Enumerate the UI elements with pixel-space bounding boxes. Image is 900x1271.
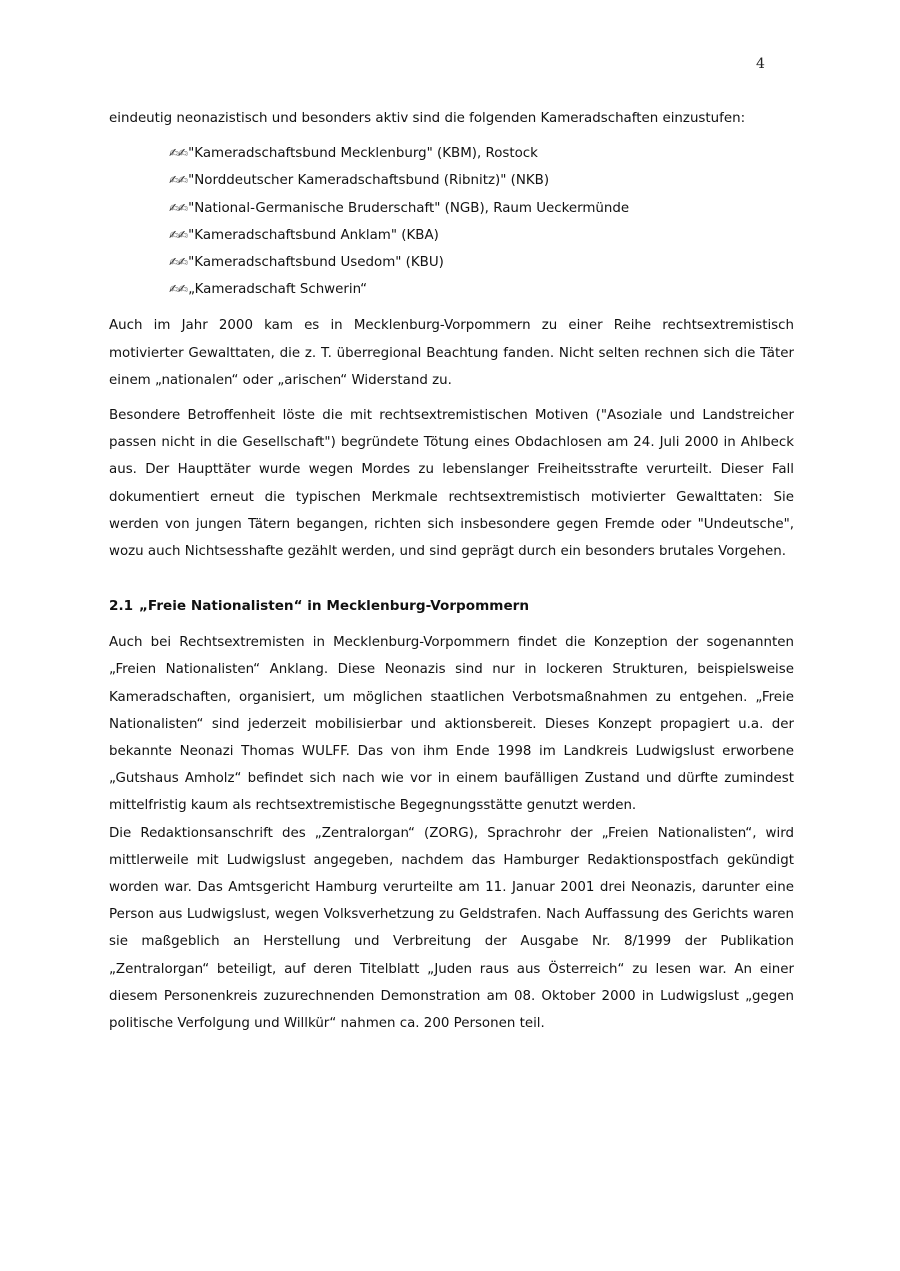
list-item-text: "National-Germanische Bruderschaft" (NGB), Raum Ueckermünde <box>188 200 630 216</box>
list-item <box>169 167 794 194</box>
document-body <box>109 105 794 1037</box>
paragraph-ahlbeck-case: Besondere Betroffenheit löste die mit rechtsextremistischen Motiven ("Asoziale und Landstreicher passen nicht in die Gesellschaft") begründete Tötung eines Obdachlosen am 24. Juli 2000 in Ahlbeck aus. Der Haupttäter wurde wegen Mordes zu lebenslanger Freiheitsstrafte verurteilt. Dieser Fall dokumentiert erneut die typischen Merkmale rechtsextremistisch motivierter Gewalttaten: Sie werden von jungen Tätern begangen, richten sich insbesondere gegen Fremde oder "Undeutsche", wozu auch Nichtsesshafte gezählt werden, und sind geprägt durch ein besonders brutales Vorgehen. <box>109 407 794 559</box>
list-item <box>169 249 794 276</box>
paragraph-freie-nationalisten: Auch bei Rechtsextremisten in Mecklenburg-Vorpommern findet die Konzeption der sogenannten „Freien Nationalisten“ Anklang. Diese Neonazis sind nur in lockeren Strukturen, beispielsweise Kameradschaften, organisiert, um möglichen staatlichen Verbotsmaßnahmen zu entgehen. „Freie Nationalisten“ sind jederzeit mobilisierbar und aktionsbereit. Dieses Konzept propagiert u.a. der bekannte Neonazi Thomas WULFF. Das von ihm Ende 1998 im Landkreis Ludwigslust erworbene „Gutshaus Amholz“ befindet sich nach wie vor in einem baufälligen Zustand und dürfte zumindest mittelfristig kaum als rechtsextremistische Begegnungsstätte genutzt werden. <box>109 635 794 814</box>
section-heading <box>109 593 794 620</box>
list-item-text: "Norddeutscher Kameradschaftsbund (Ribnitz)" (NKB) <box>188 173 550 189</box>
list-item-text: "Kameradschaftsbund Mecklenburg" (KBM), Rostock <box>188 146 538 162</box>
list-item-text: "Kameradschaftsbund Anklam" (KBA) <box>188 227 439 243</box>
writing-hand-icon: ✍✍ <box>169 200 188 215</box>
writing-hand-icon: ✍✍ <box>169 282 188 297</box>
list-item-text: "Kameradschaftsbund Usedom" (KBU) <box>188 254 444 270</box>
list-item-text: „Kameradschaft Schwerin“ <box>188 282 368 298</box>
section-number: 2.1 <box>109 598 134 615</box>
intro-paragraph: eindeutig neonazistisch und besonders aktiv sind die folgenden Kameradschaften einzustufen: <box>109 111 746 126</box>
page-number: 4 <box>756 56 765 72</box>
list-item <box>169 195 794 222</box>
list-item <box>169 140 794 167</box>
writing-hand-icon: ✍✍ <box>169 146 188 161</box>
paragraph-zentralorgan: Die Redaktionsanschrift des „Zentralorgan“ (ZORG), Sprachrohr der „Freien Nationalisten“, wird mittlerweile mit Ludwigslust angegeben, nachdem das Hamburger Redaktionspostfach gekündigt worden war. Das Amtsgericht Hamburg verurteilte am 11. Januar 2001 drei Neonazis, darunter eine Person aus Ludwigslust, wegen Volksverhetzung zu Geldstrafen. Nach Auffassung des Gerichts waren sie maßgeblich an Herstellung und Verbreitung der Ausgabe Nr. 8/1999 der Publikation „Zentralorgan“ beteiligt, auf deren Titelblatt „Juden raus aus Österreich“ zu lesen war. An einer diesem Personenkreis zuzurechnenden Demonstration am 08. Oktober 2000 in Ludwigslust „gegen politische Verfolgung und Willkür“ nahmen ca. 200 Personen teil. <box>109 825 794 1031</box>
writing-hand-icon: ✍✍ <box>169 227 188 242</box>
list-item <box>169 276 794 303</box>
writing-hand-icon: ✍✍ <box>169 254 188 269</box>
kameradschaften-list <box>109 140 794 303</box>
paragraph-violence-2000: Auch im Jahr 2000 kam es in Mecklenburg-Vorpommern zu einer Reihe rechtsextremistisch motivierter Gewalttaten, die z. T. überregional Beachtung fanden. Nicht selten rechnen sich die Täter einem „nationalen“ oder „arischen“ Widerstand zu. <box>109 318 794 388</box>
list-item <box>169 222 794 249</box>
writing-hand-icon: ✍✍ <box>169 173 188 188</box>
section-title: „Freie Nationalisten“ in Mecklenburg-Vorpommern <box>139 598 530 615</box>
